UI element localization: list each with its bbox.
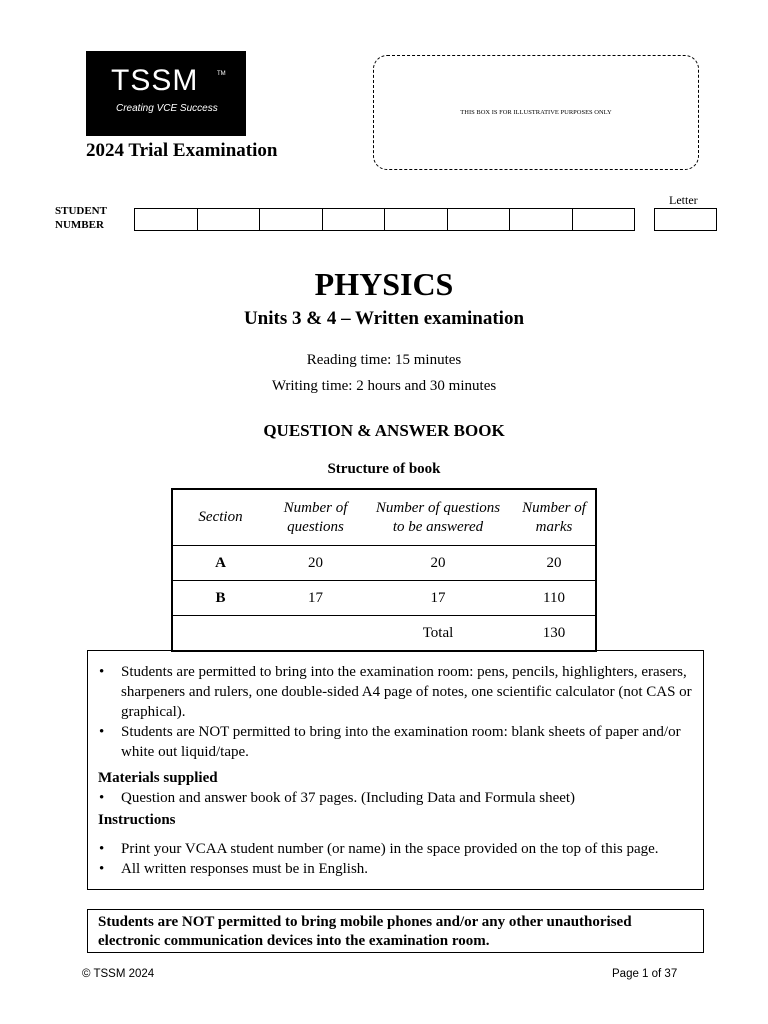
- student-number-digit-box[interactable]: [322, 208, 386, 231]
- cell-answered: 17: [363, 581, 513, 616]
- cell-answered: 20: [363, 546, 513, 581]
- student-number-digit-box[interactable]: [197, 208, 261, 231]
- units-subtitle: Units 3 & 4 – Written examination: [243, 308, 525, 329]
- list-item: • Students are permitted to bring into the examination room: pens, pencils, highlighters, erasers, sharpeners and rulers, one double-sided A4 page of notes, one scientific calculator (not CAS or graphical).: [99, 664, 692, 720]
- cell-empty: [268, 616, 363, 652]
- logo-text: TSSM: [111, 64, 199, 97]
- table-row: [172, 581, 596, 616]
- student-number-label: [55, 204, 107, 232]
- logo-trademark: TM: [217, 71, 226, 77]
- student-number-digit-box[interactable]: [259, 208, 323, 231]
- letter-box[interactable]: [654, 208, 717, 231]
- table-total-row: [172, 616, 596, 652]
- letter-label: Letter: [669, 193, 698, 207]
- student-number-digit-box[interactable]: [384, 208, 448, 231]
- student-number-boxes: [135, 208, 635, 231]
- footer-copyright: © TSSM 2024: [82, 968, 155, 980]
- structure-table: [171, 488, 597, 652]
- cell-section: A: [172, 546, 268, 581]
- cell-marks: 110: [513, 581, 596, 616]
- student-number-label-line1: STUDENT: [55, 205, 107, 217]
- cell-marks: 20: [513, 546, 596, 581]
- materials-list: [88, 788, 703, 808]
- header-questions-to-answer: Number of questions to be answered: [375, 499, 501, 535]
- tssm-logo: [86, 51, 246, 136]
- structure-title: Structure of book: [327, 461, 441, 477]
- illustrative-box-text: THIS BOX IS FOR ILLUSTRATIVE PURPOSES ONLY: [460, 109, 612, 116]
- reading-time: Reading time: 15 minutes: [306, 352, 462, 368]
- mobile-phone-warning: Students are NOT permitted to bring mobile phones and/or any other unauthorised electronic communication devices into the examination room.: [87, 909, 704, 953]
- cell-questions: 17: [268, 581, 363, 616]
- list-item: • Question and answer book of 37 pages. (Including Data and Formula sheet): [99, 790, 576, 806]
- student-number-digit-box[interactable]: [509, 208, 573, 231]
- permitted-list: [88, 662, 703, 762]
- cell-total-label: Total: [363, 616, 513, 652]
- table-row: [172, 546, 596, 581]
- cell-questions: 20: [268, 546, 363, 581]
- student-number-digit-box[interactable]: [447, 208, 511, 231]
- header-number-of-marks: Number of marks: [522, 499, 586, 535]
- table-header-row: [172, 489, 596, 546]
- instructions-box: [87, 650, 704, 890]
- cell-section: B: [172, 581, 268, 616]
- instructions-list: [88, 839, 703, 879]
- student-number-digit-box[interactable]: [134, 208, 198, 231]
- writing-time: Writing time: 2 hours and 30 minutes: [271, 378, 497, 394]
- list-item: • Print your VCAA student number (or name) in the space provided on the top of this page.: [99, 841, 659, 857]
- logo-tagline: Creating VCE Success: [116, 103, 218, 114]
- cell-empty: [172, 616, 268, 652]
- list-item: • Students are NOT permitted to bring into the examination room: blank sheets of paper and/or white out liquid/tape.: [99, 724, 681, 760]
- list-item: • All written responses must be in English.: [99, 861, 369, 877]
- header-number-of-questions: Number of questions: [283, 499, 348, 535]
- cell-total-marks: 130: [513, 616, 596, 652]
- illustrative-box: [373, 55, 699, 170]
- footer-page-number: Page 1 of 37: [612, 968, 678, 980]
- student-number-label-line2: NUMBER: [55, 219, 104, 231]
- book-title: QUESTION & ANSWER BOOK: [263, 421, 505, 440]
- materials-heading: Materials supplied: [98, 770, 218, 786]
- student-number-digit-box[interactable]: [572, 208, 636, 231]
- header-section: Section: [198, 509, 243, 525]
- subject-title: PHYSICS: [314, 266, 454, 302]
- trial-title: 2024 Trial Examination: [86, 140, 278, 161]
- instructions-heading: Instructions: [98, 812, 176, 828]
